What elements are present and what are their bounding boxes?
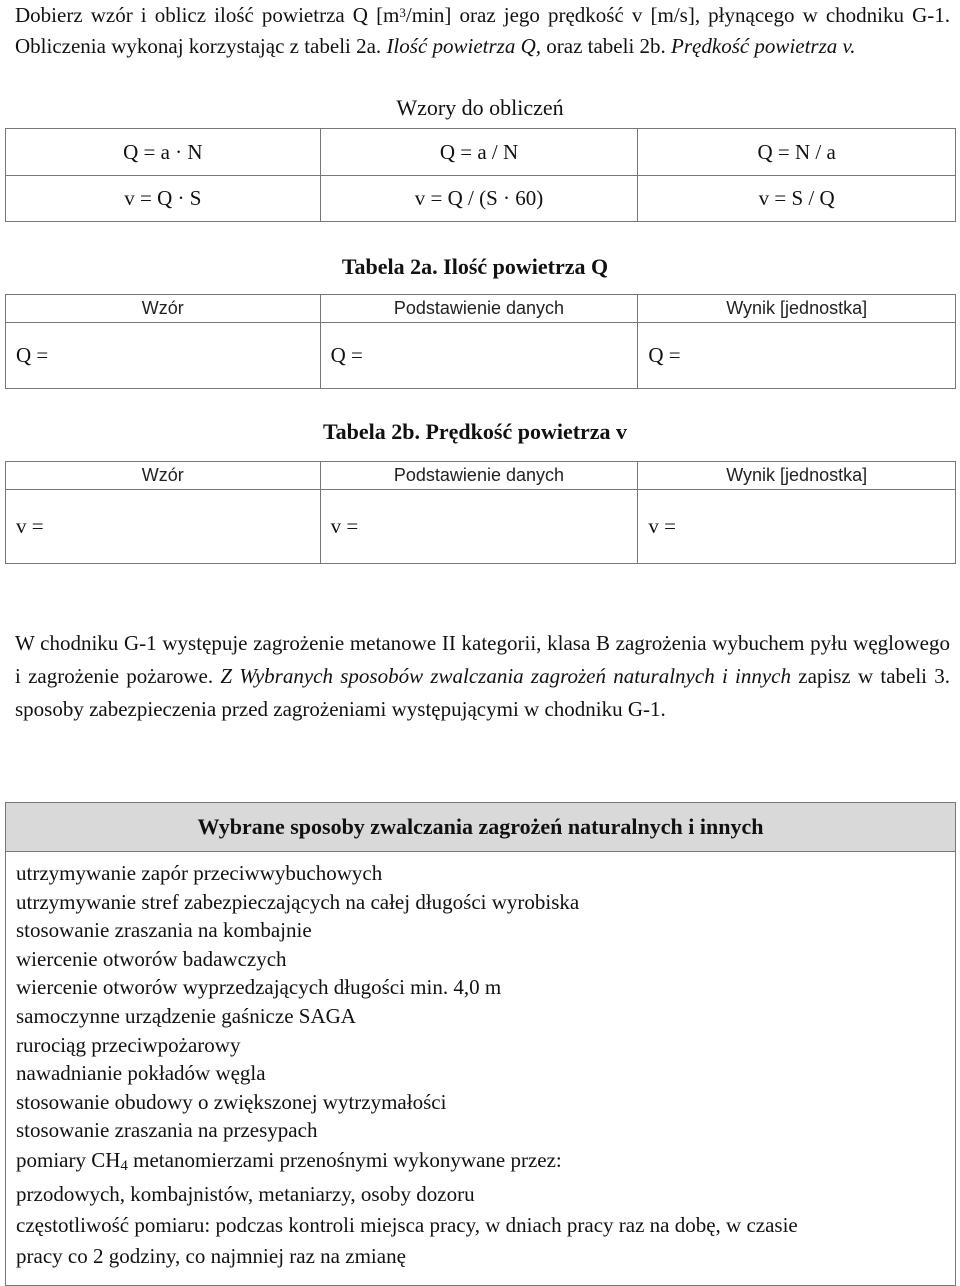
intro-superscript: 3 [399, 5, 406, 20]
formula-cell: v = Q · S [6, 176, 321, 222]
intro-text-1: Dobierz wzór i oblicz ilość powietrza Q [m [15, 3, 400, 27]
ch4-subscript: 4 [120, 1157, 128, 1174]
table-2b-row [6, 490, 956, 564]
list-item: stosowanie obudowy o zwiększonej wytrzymałości [16, 1089, 447, 1114]
formula-input-cell[interactable]: v = [6, 490, 321, 564]
intro-italic-2: Prędkość powietrza v. [671, 34, 856, 58]
list-item: stosowanie zraszania na przesypach [16, 1118, 318, 1143]
list-item: przodowych, kombajnistów, metaniarzy, osoby dozoru [16, 1181, 475, 1206]
list-item: samoczynne urządzenie gaśnicze SAGA [16, 1003, 356, 1028]
hazard-paragraph [15, 627, 950, 726]
table-2a-row [6, 323, 956, 389]
task-instruction [15, 0, 950, 62]
substitution-input-cell[interactable]: Q = [320, 323, 638, 389]
list-item-ch4 [16, 1145, 945, 1179]
formulas-title: Wzory do obliczeń [396, 95, 564, 120]
list-item: utrzymywanie zapór przeciwwybuchowych [16, 861, 383, 885]
hazard-text-1: W chodniku G-1 występuje zagrożenie metanowe II kategorii, klasa B zagrożenia wybuchem pyłu węglowego i zagrożenie pożarowe. [15, 631, 950, 688]
intro-italic-1: Ilość powietrza Q, [386, 34, 542, 58]
formula-cell: Q = N / a [638, 129, 956, 176]
list-item: stosowanie zraszania na kombajnie [16, 918, 312, 943]
list-item: rurociąg przeciwpożarowy [16, 1032, 241, 1057]
header-cell: Podstawienie danych [320, 462, 638, 490]
list-item: częstotliwość pomiaru: podczas kontroli miejsca pracy, w dniach pracy raz na dobę, w czasie [16, 1212, 798, 1237]
formula-row-q [6, 129, 956, 176]
ch4-prefix: pomiary CH [16, 1147, 121, 1172]
list-item: pracy co 2 godziny, co najmniej raz na zmianę [16, 1243, 406, 1268]
formula-input-cell[interactable]: Q = [6, 323, 321, 389]
header-cell: Wynik [jednostka] [638, 462, 956, 490]
formula-cell: v = S / Q [638, 176, 956, 222]
formula-cell: v = Q / (S · 60) [320, 176, 638, 222]
table-2a-header [6, 295, 956, 323]
table-2b-header [6, 462, 956, 490]
list-item: wiercenie otworów badawczych [16, 946, 287, 971]
table-2b-title: Tabela 2b. Prędkość powietrza v [322, 419, 628, 444]
intro-text-3: oraz tabeli 2b. [541, 34, 672, 58]
intro-text-2: /min] oraz jego prędkość v [m/s], płynącego w chodniku G-1. Obliczenia wykonaj korzystając z tabeli 2a. [15, 3, 950, 58]
formula-cell: Q = a / N [320, 129, 638, 176]
list-item: utrzymywanie stref zabezpieczających na całej długości wyrobiska [16, 889, 580, 914]
table-2b [5, 461, 956, 564]
result-input-cell[interactable]: Q = [638, 323, 956, 389]
table-2a-title: Tabela 2a. Ilość powietrza Q [341, 254, 609, 279]
substitution-input-cell[interactable]: v = [320, 490, 638, 564]
header-cell: Wzór [6, 295, 321, 323]
hazard-text-2: zapisz w tabeli 3. sposoby zabezpieczenia przed zagrożeniami występującymi w chodniku G-1. [15, 664, 950, 721]
list-item: wiercenie otworów wyprzedzających długości min. 4,0 m [16, 975, 502, 1000]
result-input-cell[interactable]: v = [638, 490, 956, 564]
header-cell: Wzór [6, 462, 321, 490]
list-item: nawadnianie pokładów węgla [16, 1061, 266, 1086]
table-3-title: Wybrane sposoby zwalczania zagrożeń naturalnych i innych [5, 802, 956, 852]
table-3-body [5, 852, 956, 1286]
formula-cell: Q = a · N [6, 129, 321, 176]
header-cell: Wynik [jednostka] [638, 295, 956, 323]
formula-row-v [6, 176, 956, 222]
table-2a [5, 294, 956, 389]
formulas-table [5, 128, 956, 222]
table-3 [5, 802, 956, 1286]
ch4-suffix: metanomierzami przenośnymi wykonywane przez: [127, 1147, 562, 1172]
hazard-italic: Z Wybranych sposobów zwalczania zagrożeń naturalnych i innych [220, 664, 791, 688]
header-cell: Podstawienie danych [320, 295, 638, 323]
